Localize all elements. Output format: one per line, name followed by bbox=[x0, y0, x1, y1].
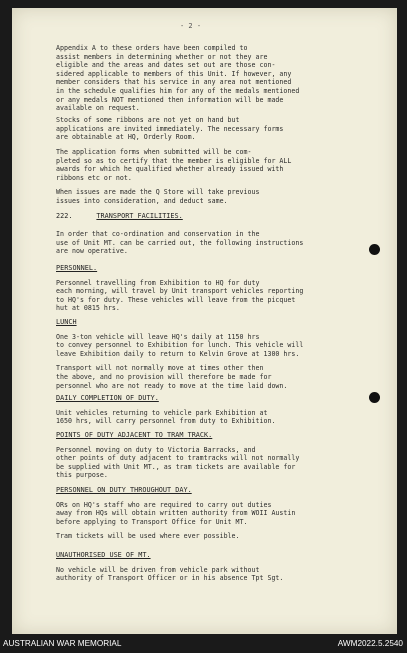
paragraph-application-forms: The application forms when submitted will be com- pleted so as to certify that the member is eligible for ALL awards for which he qualified whether already issued with ribbons etc or not. bbox=[56, 148, 292, 182]
section-heading bbox=[56, 212, 366, 221]
footer-accession-number: AWM2022.5.2540 bbox=[337, 639, 403, 648]
subsection-tram-track: POINTS OF DUTY ADJACENT TO TRAM TRACK. Personnel moving on duty to Victoria Barracks, and other points of duty adjacent to tramtracks will not normally be supplied with Unit MT., as tram tickets are available for this purpose. bbox=[56, 431, 300, 480]
subsection-lunch: LUNCH One 3-ton vehicle will leave HQ's daily at 1150 hrs to convey personnel to Exhibition for lunch. This vehicle will leave Exhibition daily to return to Kelvin Grove at 1300 hrs. Transport will not normally move at times other then the above, and no provision will therefore be made for personnel who are not ready to move at the time laid down. bbox=[56, 318, 304, 390]
subsection-personnel: PERSONNEL. Personnel travelling from Exhibition to HQ for duty each morning, will travel by Unit transport vehicles reporting to HQ's for duty. These vehicles will leave from the picquet hut at 0815 hrs. bbox=[56, 264, 304, 313]
subsection-duty-throughout-day: PERSONNEL ON DUTY THROUGHOUT DAY. ORs on HQ's staff who are required to carry out duties away from HQs will obtain written authority from WOII Austin before applying to Transport Office for Unit MT. Tram tickets will be used where ever possible. bbox=[56, 486, 296, 541]
footer-institution: AUSTRALIAN WAR MEMORIAL bbox=[3, 639, 122, 648]
paragraph-ribbons: Stocks of some ribbons are not yet on hand but applications are invited immediately. The necessary forms are obtainable at HQ, Orderly Room. bbox=[56, 116, 284, 142]
paragraph-appendix: Appendix A to these orders have been compiled to assist members in determining whether or not they are eligible and the areas and dates set out are those con- sidered applicable to members of this Unit. If however, any member considers that his service in any area not mentioned in the schedule qualifies him for any of the medals mentioned or any medals NOT mentioned then information will be made available on request. bbox=[56, 44, 300, 113]
page-number: - 2 - bbox=[180, 22, 202, 30]
subsection-daily-completion: DAILY COMPLETION OF DUTY. Unit vehicles returning to vehicle park Exhibition at 1650 hrs, will carry personnel from duty to Exhibition. bbox=[56, 394, 276, 426]
section-intro: In order that co-ordination and conservation in the use of Unit MT. can be carried out, the following instructions are now operative. bbox=[56, 230, 304, 256]
section-number: 222. bbox=[56, 212, 73, 220]
footer-bar bbox=[0, 634, 407, 653]
punch-hole bbox=[369, 244, 380, 255]
section-title: TRANSPORT FACILITIES. bbox=[96, 212, 183, 220]
punch-hole bbox=[369, 392, 380, 403]
subsection-unauthorised-use: UNAUTHORISED USE OF MT. No vehicle will be driven from vehicle park without authority of Transport Officer or in his absence Tpt Sgt. bbox=[56, 551, 284, 583]
paragraph-q-store: When issues are made the Q Store will take previous issues into consideration, and deduct same. bbox=[56, 188, 260, 205]
